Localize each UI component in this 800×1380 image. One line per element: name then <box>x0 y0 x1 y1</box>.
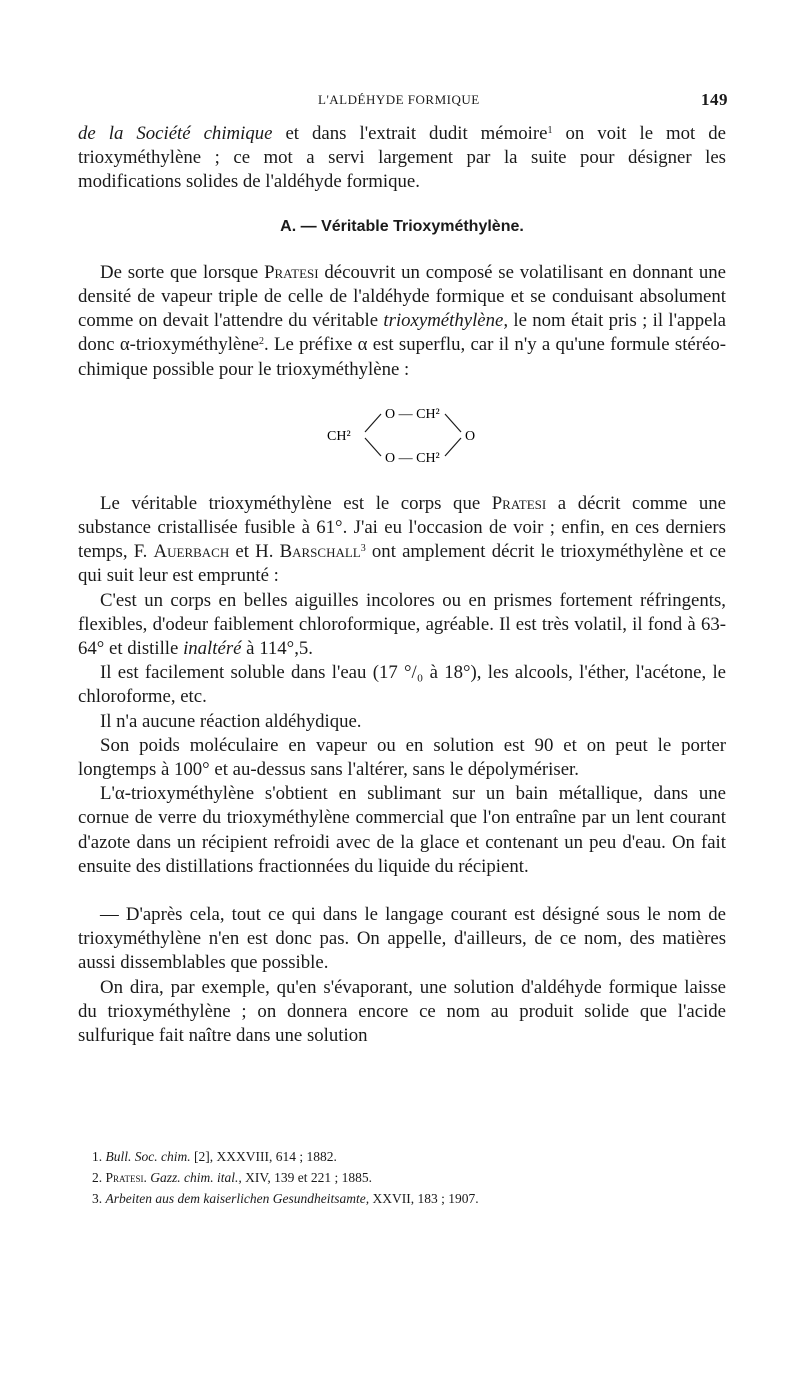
italic-text: Gazz. chim. ital., <box>146 1170 242 1185</box>
text-span: on voit le mot de trioxyméthylène ; ce mot a servi largement par la suite pour désigner les modifications solides de l'aldéhyde formique. <box>78 123 726 193</box>
paragraph-2 <box>78 261 726 382</box>
bond-line <box>445 414 461 432</box>
italic-text: inaltéré <box>183 638 242 660</box>
bond-line <box>365 438 381 456</box>
bond-line <box>445 438 461 456</box>
text-span: C'est un corps en belles aiguilles incolores ou en prismes fortement réfringents, flexibles, d'odeur faiblement chloroformique, agréable. Il est très volatil, il fond à 63-64° et distille <box>78 589 726 660</box>
body-text <box>78 122 726 1048</box>
text-span: le nom était pris ; il l'appela donc α-trioxyméthylène <box>78 310 726 356</box>
text-span: XIV, 139 et 221 ; 1885. <box>241 1170 373 1185</box>
paragraph-5: Il est facilement soluble dans l'eau (17 °/₀ à 18°), les alcools, l'éther, l'acétone, le chloroforme, etc. <box>78 662 726 708</box>
formula-left: CH² <box>327 428 351 444</box>
footnote-ref: 1 <box>547 125 553 136</box>
italic-text: Bull. Soc. chim. <box>105 1149 191 1164</box>
structural-formula <box>78 396 726 474</box>
paragraph-spacer <box>78 879 726 903</box>
paragraph-3 <box>78 492 726 589</box>
text-span: De sorte que lorsque <box>100 261 265 283</box>
footnote-3 <box>92 1188 732 1209</box>
footnotes <box>92 1146 732 1209</box>
italic-text: Arbeiten aus dem kaiserlichen Gesundheitsamte, <box>105 1191 370 1206</box>
text-span: [2], XXXVIII, 614 ; 1882. <box>190 1149 337 1164</box>
italic-text: trioxyméthylène, <box>383 310 509 332</box>
paragraph-6: Il n'a aucune réaction aldéhydique. <box>100 710 362 732</box>
text-span: découvrit un composé se volatilisant en donnant une densité de vapeur triple de celle de l'aldéhyde formique et se conduisant absolument comme on devait l'attendre du véritable <box>78 261 726 332</box>
paragraph-9: — D'après cela, tout ce qui dans le langage courant est désigné sous le nom de trioxyméthylène n'en est donc pas. On appelle, d'ailleurs, de ce nom, des matières aussi dissemblables que possible. <box>78 904 726 974</box>
footnote-number: 3. <box>92 1191 103 1206</box>
text-span: . Le préfixe α est superflu, car il n'y a qu'une formule stéréo-chimique possible pour le trioxyméthylène : <box>78 334 726 380</box>
formula-right: O <box>465 428 476 444</box>
paragraph-7: Son poids moléculaire en vapeur ou en solution est 90 et on peut le porter longtemps à 100° et au-dessus sans l'altérer, sans le dépolymériser. <box>78 734 726 781</box>
text-span: à 114°,5. <box>241 638 313 660</box>
text-span: Le véritable trioxyméthylène est le corps que <box>100 492 492 514</box>
paragraph-1 <box>78 122 726 195</box>
section-title: A. — Véritable Trioxyméthylène. <box>280 217 524 235</box>
author-name: Auerbach <box>153 541 230 563</box>
footnote-ref: 2 <box>259 336 264 348</box>
text-span: et H. <box>229 541 280 563</box>
footnote-1 <box>92 1146 732 1167</box>
formula-bottom: O — CH² <box>385 450 440 466</box>
bond-line <box>365 414 381 432</box>
text-span: et dans l'extrait dudit mémoire <box>272 123 548 144</box>
text-span: XXVII, 183 ; 1907. <box>369 1191 479 1206</box>
footnote-ref: 3 <box>360 543 366 555</box>
footnote-number: 1. <box>92 1149 103 1164</box>
paragraph-8: L'α-trioxyméthylène s'obtient en sublimant sur un bain métallique, dans une cornue de verre du trioxyméthylène commercial que l'on entraîne par un lent courant d'azote dans un récipient refroidi avec de la glace et contenant un peu d'eau. On fait ensuite des distillations fractionnées du liquide du récipient. <box>78 783 726 877</box>
paragraph-10: On dira, par exemple, qu'en s'évaporant, une solution d'aldéhyde formique laisse du trioxyméthylène ; on donnera encore ce nom au produit solide que l'acide sulfurique fait naître dans une solution <box>78 976 726 1047</box>
footnote-number: 2. <box>92 1170 103 1185</box>
formula-top: O — CH² <box>385 406 440 422</box>
italic-text: de la Société chimique <box>78 123 273 144</box>
page-number: 149 <box>701 90 728 109</box>
footnote-2 <box>92 1167 732 1188</box>
trioxane-ring-diagram <box>323 396 493 474</box>
paragraph-4 <box>78 589 726 662</box>
author-name: Pratesi. <box>105 1170 147 1185</box>
author-name: Barschall <box>279 541 361 563</box>
text-span: ont amplement décrit le trioxyméthylène et ce qui suit leur est emprunté : <box>78 541 726 587</box>
text-span: a décrit comme une substance cristallisée fusible à 61°. J'ai eu l'occasion de voir ; enfin, en ces derniers temps, F. <box>78 492 726 563</box>
running-title: L'ALDÉHYDE FORMIQUE <box>318 92 480 107</box>
author-name: Pratesi <box>491 492 547 514</box>
author-name: Pratesi <box>264 261 319 283</box>
page-header <box>78 90 728 112</box>
